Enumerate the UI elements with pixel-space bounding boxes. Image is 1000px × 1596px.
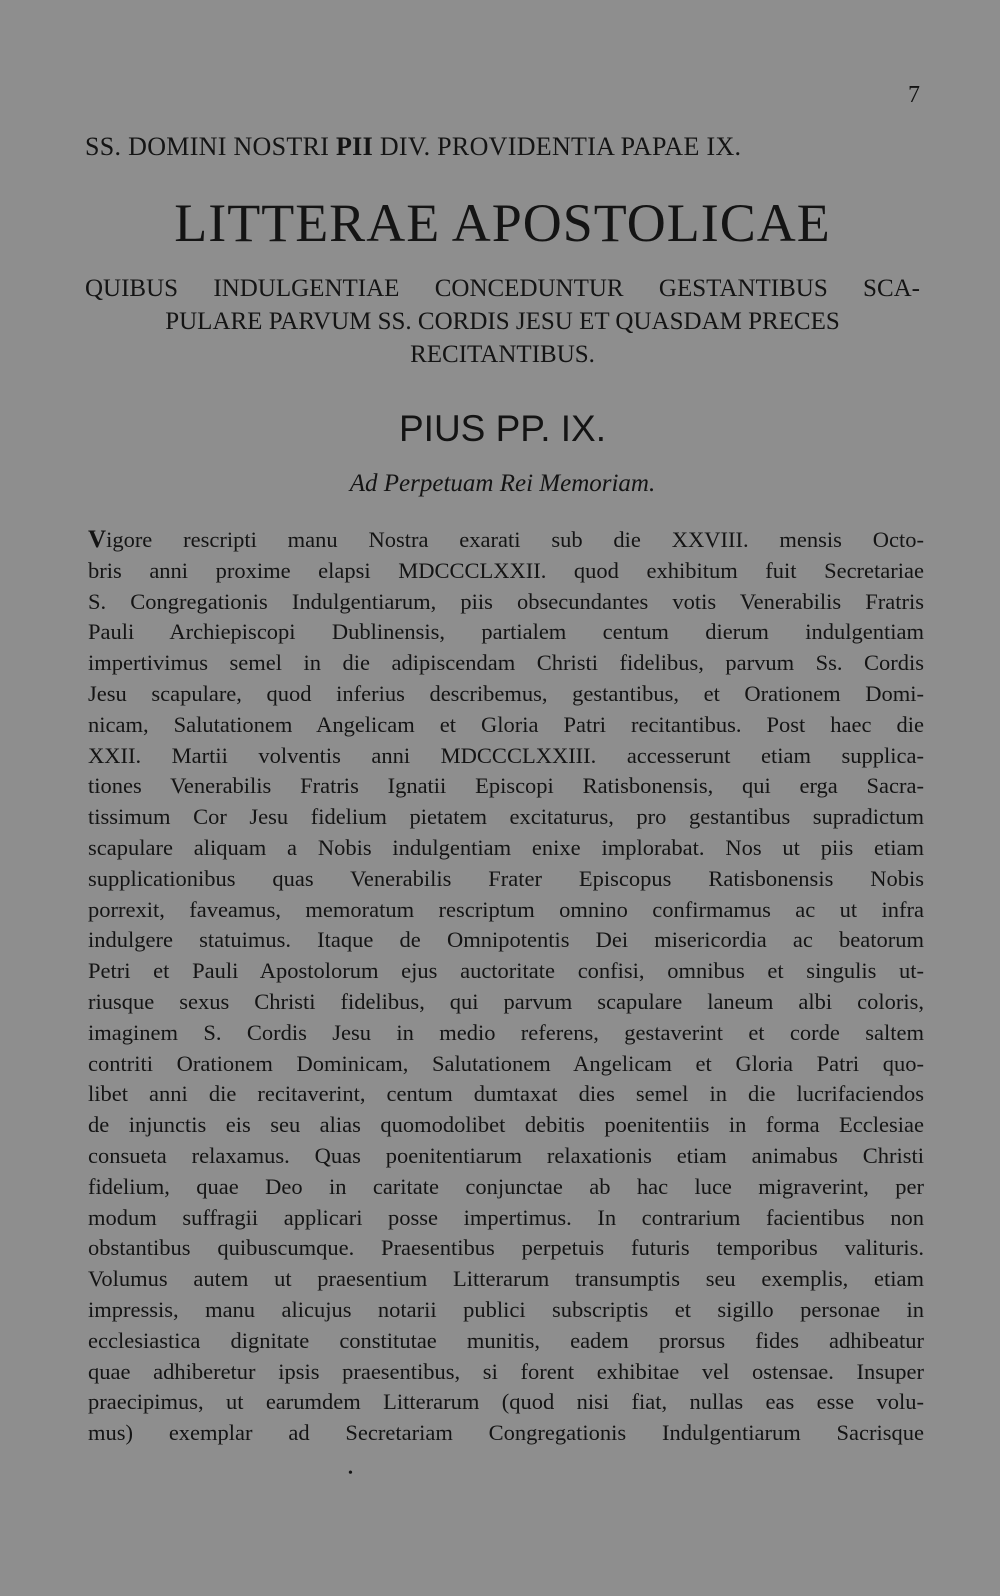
body-line bbox=[88, 1018, 924, 1049]
memoriam-line: Ad Perpetuam Rei Memoriam. bbox=[349, 470, 656, 497]
body-line bbox=[88, 587, 924, 618]
body-line bbox=[88, 1079, 924, 1110]
body-line-text: obstantibus quibuscumque. Praesentibus perpetuis futuris temporibus valituris. bbox=[88, 1235, 924, 1261]
body-line bbox=[88, 679, 924, 710]
body-line-text: mus) exemplar ad Secretariam Congregationis Indulgentiarum Sacrisque bbox=[88, 1420, 924, 1446]
body-line bbox=[88, 833, 924, 864]
body-line bbox=[88, 617, 924, 648]
header-post: DIV. PROVIDENTIA PAPAE IX. bbox=[373, 132, 742, 161]
body-line-text: impressis, manu alicujus notarii publici subscriptis et sigillo personae in bbox=[88, 1296, 924, 1322]
body-line bbox=[88, 895, 924, 926]
header-pii: PII bbox=[335, 132, 374, 161]
body-line-text: porrexit, faveamus, memoratum rescriptum omnino confirmamus ac ut infra bbox=[88, 896, 924, 922]
body-text bbox=[88, 525, 924, 1449]
body-line-text: modum suffragii applicari posse impertimus. In contrarium facientibus non bbox=[88, 1204, 924, 1230]
body-line-text: Petri et Pauli Apostolorum ejus auctoritate confisi, omnibus et singulis ut- bbox=[88, 958, 924, 984]
body-line-text: bris anni proxime elapsi MDCCCLXXII. quod exhibitum fuit Secretariae bbox=[88, 557, 924, 583]
body-line bbox=[88, 771, 924, 802]
body-line-text: indulgere statuimus. Itaque de Omnipotentis Dei misericordia ac beatorum bbox=[88, 927, 924, 953]
body-line bbox=[88, 956, 924, 987]
body-line-text: supplicationibus quas Venerabilis Frater Episcopus Ratisbonensis Nobis bbox=[88, 865, 924, 891]
subtitle-line: PULARE PARVUM SS. CORDIS JESU ET QUASDAM PRECES bbox=[165, 308, 840, 335]
subtitle-line: RECITANTIBUS. bbox=[410, 341, 595, 368]
running-header bbox=[85, 132, 920, 162]
body-line bbox=[88, 1418, 924, 1449]
body-line-text: quae adhiberetur ipsis praesentibus, si forent exhibitae vel ostensae. Insuper bbox=[88, 1358, 924, 1384]
body-line bbox=[88, 1141, 924, 1172]
body-line bbox=[88, 710, 924, 741]
footer-mark: • bbox=[348, 1466, 353, 1481]
body-line bbox=[88, 864, 924, 895]
body-line bbox=[88, 1326, 924, 1357]
body-line-text: S. Congregationis Indulgentiarum, piis obsecundantes votis Venerabilis Fratris bbox=[88, 588, 924, 614]
body-line-text: nicam, Salutationem Angelicam et Gloria Patri recitantibus. Post haec die bbox=[88, 711, 924, 737]
document-title: LITTERAE APOSTOLICAE bbox=[174, 193, 831, 253]
body-line-text: consueta relaxamus. Quas poenitentiarum relaxationis etiam animabus Christi bbox=[88, 1142, 924, 1168]
body-line-text: Volumus autem ut praesentium Litterarum transumptis seu exemplis, etiam bbox=[88, 1266, 924, 1292]
body-line-text: ecclesiastica dignitate constitutae munitis, eadem prorsus fides adhibeatur bbox=[88, 1327, 924, 1353]
body-line-text: fidelium, quae Deo in caritate conjunctae ab hac luce migraverint, per bbox=[88, 1173, 924, 1199]
header-pre: SS. DOMINI NOSTRI bbox=[85, 132, 336, 161]
body-line bbox=[88, 1110, 924, 1141]
body-line-text: riusque sexus Christi fidelibus, qui parvum scapulare laneum albi coloris, bbox=[88, 988, 924, 1014]
body-line-text: contriti Orationem Dominicam, Salutationem Angelicam et Gloria Patri quo- bbox=[88, 1050, 924, 1076]
body-line bbox=[88, 556, 924, 587]
body-line-text: tissimum Cor Jesu fidelium pietatem excitaturus, pro gestantibus supradictum bbox=[88, 804, 924, 830]
body-line-text: Jesu scapulare, quod inferius describemus, gestantibus, et Orationem Domi- bbox=[88, 680, 924, 706]
body-line bbox=[88, 1264, 924, 1295]
body-line-text: tiones Venerabilis Fratris Ignatii Episcopi Ratisbonensis, qui erga Sacra- bbox=[88, 773, 924, 799]
body-line-text: scapulare aliquam a Nobis indulgentiam enixe implorabat. Nos ut piis etiam bbox=[88, 834, 924, 860]
body-line bbox=[88, 987, 924, 1018]
body-line-text: XXII. Martii volventis anni MDCCCLXXIII. accesserunt etiam supplica- bbox=[88, 742, 924, 768]
body-line-text: imaginem S. Cordis Jesu in medio referens, gestaverint et corde saltem bbox=[88, 1019, 924, 1045]
body-line-text: impertivimus semel in die adipiscendam Christi fidelibus, parvum Ss. Cordis bbox=[88, 650, 924, 676]
body-line bbox=[88, 1357, 924, 1388]
body-line bbox=[88, 1049, 924, 1080]
body-line-text: praecipimus, ut earumdem Litterarum (quod nisi fiat, nullas eas esse volu- bbox=[88, 1389, 924, 1415]
body-line bbox=[88, 1172, 924, 1203]
subtitle-line: QUIBUS INDULGENTIAE CONCEDUNTUR GESTANTIBUS SCA- bbox=[85, 275, 920, 302]
body-line bbox=[88, 925, 924, 956]
body-line-text: igore rescripti manu Nostra exarati sub die XXVIII. mensis Octo- bbox=[106, 527, 924, 552]
pope-name: PIUS PP. IX. bbox=[398, 408, 607, 449]
body-line bbox=[88, 1295, 924, 1326]
document-subtitle bbox=[85, 272, 920, 371]
body-line bbox=[88, 1387, 924, 1418]
body-line bbox=[88, 525, 924, 556]
body-line-text: Pauli Archiepiscopi Dublinensis, partialem centum dierum indulgentiam bbox=[88, 619, 924, 645]
body-line bbox=[88, 648, 924, 679]
drop-initial: V bbox=[88, 526, 107, 553]
body-line bbox=[88, 1233, 924, 1264]
body-line-text: libet anni die recitaverint, centum dumtaxat dies semel in die lucrifaciendos bbox=[88, 1081, 924, 1107]
body-line bbox=[88, 1203, 924, 1234]
page-number: 7 bbox=[908, 82, 920, 108]
body-line-text: de injunctis eis seu alias quomodolibet debitis poenitentiis in forma Ecclesiae bbox=[88, 1112, 924, 1138]
body-line bbox=[88, 741, 924, 772]
body-line bbox=[88, 802, 924, 833]
